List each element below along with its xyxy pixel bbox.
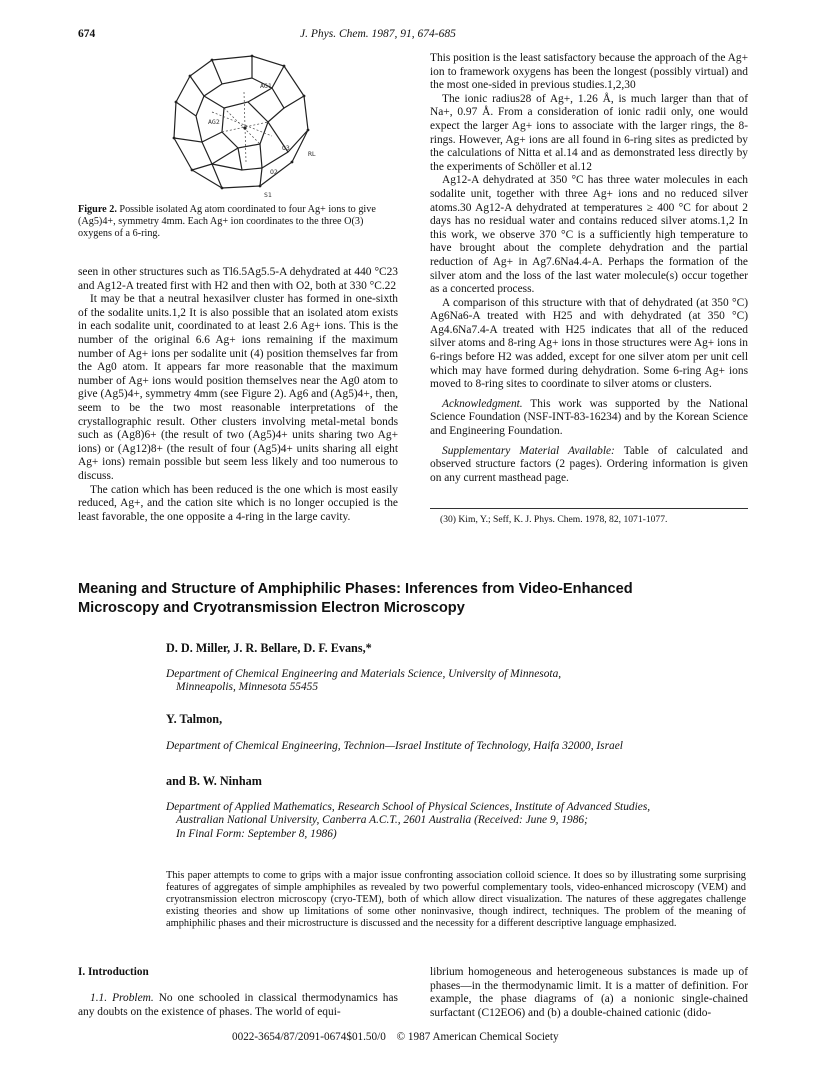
affiliation-1 bbox=[166, 668, 726, 695]
label-ag2: AG2 bbox=[208, 118, 220, 126]
label-o2: O2 bbox=[270, 168, 278, 176]
affiliation-2: Department of Chemical Engineering, Technion—Israel Institute of Technology, Haifa 32000, Israel bbox=[166, 740, 623, 752]
affiliation-3-line-3: In Final Form: September 8, 1986) bbox=[176, 827, 337, 840]
label-rl: RL bbox=[308, 150, 316, 158]
supplementary-label: Supplementary Material Available: bbox=[442, 444, 615, 457]
figure-caption-text: Possible isolated Ag atom coordinated to four Ag+ ions to give (Ag5)4+, symmetry 4mm. Each Ag+ ion coordinates to the three O(3) oxygens of a 6-ring. bbox=[78, 204, 376, 239]
acknowledgment-label: Acknowledgment. bbox=[442, 397, 523, 410]
right-paragraph-3: Ag12-A dehydrated at 350 °C has three water molecules in each sodalite unit, together with three Ag+ ions and no reduced silver atoms.30 Ag12-A dehydrated at temperatures ≥ 400 °C for about 2 days has no residual water and contains reduced silver atoms.1,2 In this work, we observe 370 °C is a sufficiently high temperature to have brought about the complete dehydration and the partial reduction of Ag+ in Ag7.6Na4.4-A. Perhaps the formation of the silver atom and the loss of the last water molecule(s) occur together as a concerted process. bbox=[430, 174, 748, 296]
article-title bbox=[78, 580, 768, 618]
label-s1: S1 bbox=[264, 191, 272, 199]
subsection-heading-problem: 1.1. Problem. bbox=[90, 992, 154, 1004]
reference-divider bbox=[430, 508, 748, 509]
figure-2 bbox=[152, 52, 352, 200]
affiliation-3 bbox=[166, 801, 746, 841]
introduction-right-text bbox=[430, 966, 748, 1020]
supplementary-text: Table of calculated and observed structure factors (2 pages). Ordering information is given on any current masthead page. bbox=[430, 444, 748, 484]
page-number: 674 bbox=[78, 28, 96, 40]
supplementary-material bbox=[430, 445, 748, 486]
left-paragraph-2: It may be that a neutral hexasilver cluster has formed in one-sixth of the sodalite units.1,2 It is also possible that an isolated atom exists in each sodalite unit, coordinated to at least 2.6 Ag+ ions. This is the number of the original 6.6 Ag+ ions remaining if the maximum number of Ag+ ions per sodalite unit (4) position themselves far from the Ag0 atom. It appears far more reasonable that the maximum number of Ag+ ions would position themselves near the Ag0 atom to give (Ag5)4+, symmetry 4mm (see Figure 2). Ag6 and (Ag5)4+, then, seem to be the two most reasonable interpretations of the crystallographic result. Other clusters involving metal-metal bonds such as (Ag8)6+ (the result of two (Ag5)4+ units sharing two Ag+ ions) or (Ag12)8+ (the result of four (Ag5)4+ units sharing all eight Ag+ ions) remain possible but seem less likely and too numerous to discuss. bbox=[78, 293, 398, 482]
introduction-right-body: librium homogeneous and heterogeneous substances is made up of phases—in the thermodynamic limit. It is a matter of definition. For example, the phase diagrams of (a) a nonionic single-chained surfactant (C12EO6) and (b) a double-chained cationic (dido- bbox=[430, 966, 748, 1019]
introduction-left-text bbox=[78, 992, 398, 1019]
left-paragraph-1: seen in other structures such as Tl6.5Ag5.5-A dehydrated at 440 °C23 and Ag12-A treated first with H2 and then with O2, both at 330 °C.22 bbox=[78, 266, 398, 292]
article-title-line-1: Meaning and Structure of Amphiphilic Phases: Inferences from Video-Enhanced bbox=[78, 581, 633, 597]
right-paragraph-1: This position is the least satisfactory because the approach of the Ag+ ion to framework oxygens has been the longest (possibly virtual) and the most one-sided in previous studies.1,2,30 bbox=[430, 52, 748, 92]
introduction-left-body: No one schooled in classical thermodynamics has any doubts on the existence of phases. The world of equi- bbox=[78, 992, 398, 1018]
journal-citation: J. Phys. Chem. 1987, 91, 674-685 bbox=[300, 28, 456, 40]
footer-copyright: © 1987 American Chemical Society bbox=[396, 1031, 559, 1043]
acknowledgment-text: This work was supported by the National Science Foundation (NSF-INT-83-16234) and by the Korean Science and Engineering Foundation. bbox=[430, 397, 748, 438]
authors-2: Y. Talmon, bbox=[166, 712, 223, 726]
authors-3: and B. W. Ninham bbox=[166, 774, 262, 788]
section-heading-introduction: I. Introduction bbox=[78, 966, 149, 978]
right-paragraph-4: A comparison of this structure with that of dehydrated (at 350 °C) Ag6Na6-A treated with H25 and with dehydrated (at 350 °C) Ag4.6Na7.4-A treated with H25 indicates that all of the reduced silver atoms and 8-ring Ag+ ions in those structures were Ag+ ions in 6-rings before H2 was added, except for one silver atom per unit cell which may have formed during dehydration. Some 6-ring Ag+ ions moved to 8-ring sites to coordinate to silver atoms or clusters. bbox=[430, 296, 748, 391]
figure-caption bbox=[78, 204, 398, 239]
sodalite-cage-diagram bbox=[152, 52, 352, 200]
label-o3: O3 bbox=[282, 144, 290, 152]
figure-caption-label: Figure 2. bbox=[78, 204, 117, 215]
affiliation-3-line-1: Department of Applied Mathematics, Research School of Physical Sciences, Institute of Advanced Studies, bbox=[166, 801, 651, 813]
right-paragraph-2: The ionic radius28 of Ag+, 1.26 Å, is much larger than that of Na+, 0.97 Å. From a consideration of ionic radii only, one would expect the larger Ag+ ions to associate with the larger rings, the 8-rings. However, Ag+ ions are all found in 6-ring sites as predicted by the calculations of Nitta et al.14 and as demonstrated less directly by the experiments of Schöller et al.12 bbox=[430, 92, 748, 173]
acknowledgment bbox=[430, 398, 748, 439]
abstract: This paper attempts to come to grips with a major issue confronting association colloid science. It does so by illustrating some surprising features of aggregates of simple amphiphiles as revealed by two powerful complementary tools, video-enhanced microscopy (VEM) and cryotransmission electron microscopy (cryo-TEM), both of which allow direct visualization. The natures of these aggregates challenge existing theories and show up limitations of some other noninvasive, though indirect, techniques. The problem of the meaning of amphiphilic phases and their microstructure is discussed and the necessity for a different descriptive language emphasized. bbox=[166, 870, 746, 929]
affiliation-1-line-1: Department of Chemical Engineering and Materials Science, University of Minnesota, bbox=[166, 668, 562, 680]
right-column bbox=[430, 52, 748, 485]
reference-30: (30) Kim, Y.; Seff, K. J. Phys. Chem. 1978, 82, 1071-1077. bbox=[440, 514, 668, 525]
article-title-line-2: Microscopy and Cryotransmission Electron Microscopy bbox=[78, 600, 465, 616]
affiliation-1-line-2: Minneapolis, Minnesota 55455 bbox=[176, 681, 319, 694]
footer-code: 0022-3654/87/2091-0674$01.50/0 bbox=[232, 1031, 386, 1043]
footer bbox=[232, 1031, 559, 1043]
affiliation-3-line-2: Australian National University, Canberra A.C.T., 2601 Australia (Received: June 9, 1986; bbox=[176, 814, 588, 827]
authors-1: D. D. Miller, J. R. Bellare, D. F. Evans,* bbox=[166, 641, 372, 655]
label-ag1: AG1 bbox=[260, 82, 272, 90]
left-paragraph-3: The cation which has been reduced is the one which is most easily reduced, Ag+, and the cation site which is no longer occupied is the least favorable, the one opposite a 4-ring in the large cavity. bbox=[78, 483, 398, 523]
left-column bbox=[78, 266, 398, 524]
